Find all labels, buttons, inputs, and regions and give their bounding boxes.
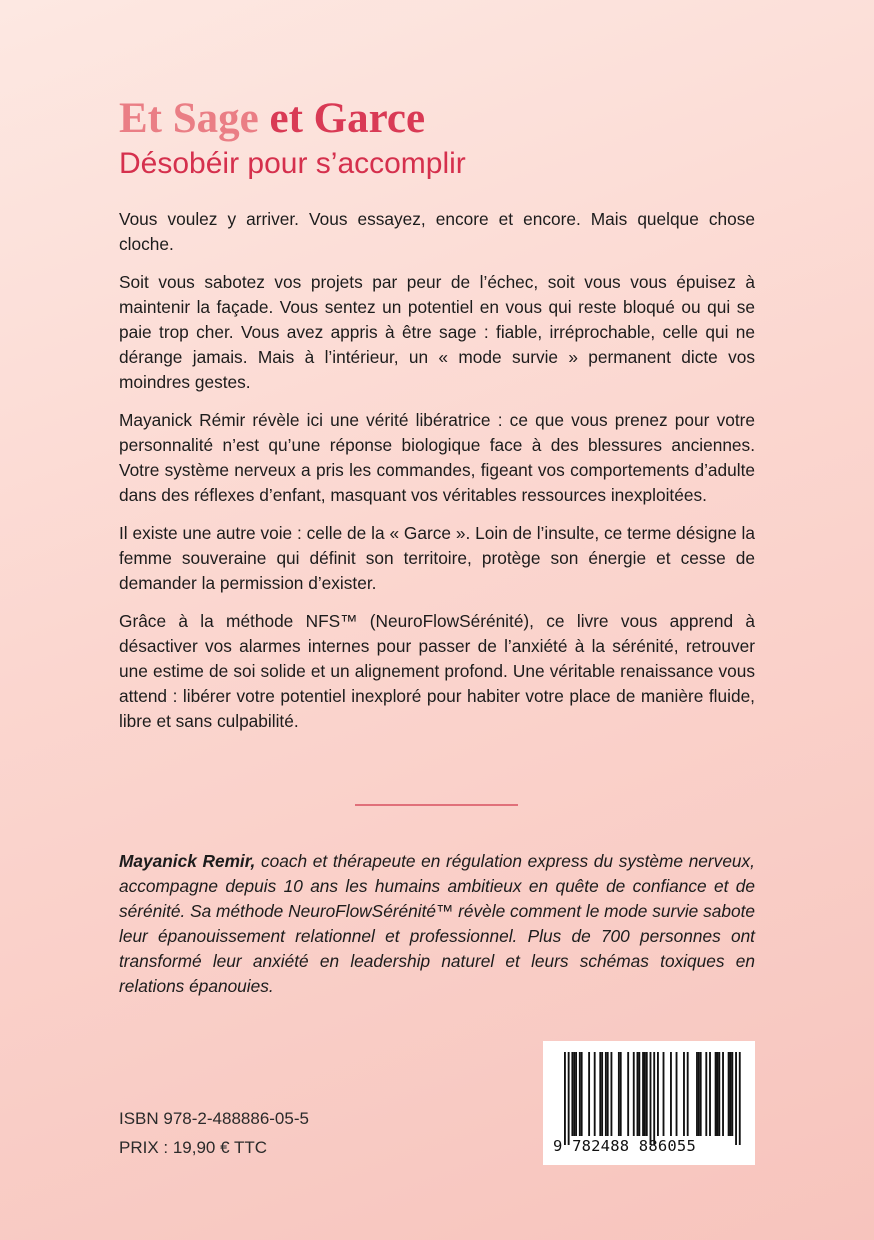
- barcode-bar: [728, 1052, 730, 1136]
- author-bio-text: coach et thérapeute en régulation express du système nerveux, accompagne depuis 10 ans les humains ambitieux en quête de confiance et de sérénité. Sa méthode NeuroFlowSérénité™ révèle comment le mode survie sabote leur épanouissement relationnel et professionnel. Plus de 700 personnes ont transformé leur anxiété en leadership naturel et leurs schémas toxiques en relations épanouies.: [119, 851, 755, 996]
- barcode-bar: [730, 1052, 732, 1136]
- barcode-bar: [731, 1052, 733, 1136]
- barcode-bar: [663, 1052, 665, 1136]
- barcode-bar: [594, 1052, 596, 1136]
- blurb-paragraph-1: Vous voulez y arriver. Vous essayez, encore et encore. Mais quelque chose cloche.: [119, 209, 755, 254]
- barcode-bar: [683, 1052, 685, 1136]
- barcode-bar: [646, 1052, 648, 1136]
- barcode-bar: [618, 1052, 620, 1136]
- barcode-bar: [676, 1052, 678, 1136]
- barcode-bar: [599, 1052, 601, 1136]
- barcode: [543, 1041, 755, 1165]
- barcode-bar: [653, 1052, 655, 1145]
- barcode-bar: [620, 1052, 622, 1136]
- barcode-bar: [739, 1052, 741, 1145]
- blurb-paragraph-2: Soit vous sabotez vos projets par peur de l’échec, soit vous vous épuisez à maintenir la façade. Vous sentez un potentiel en vous qui reste bloqué ou qui se paie trop cher. Vous avez appris à être sage : fiable, irréprochable, celle qui ne dérange jamais. Mais à l’intérieur, un « mode survie » permanent dicte vos moindres gestes.: [119, 272, 755, 392]
- title-part-sage: Et Sage: [119, 95, 259, 142]
- barcode-bar: [579, 1052, 581, 1136]
- barcode-bar: [605, 1052, 607, 1136]
- barcode-bar: [627, 1052, 629, 1136]
- blurb-paragraph-3: Mayanick Rémir révèle ici une vérité libératrice : ce que vous prenez pour votre personnalité n’est qu’une réponse biologique face à des blessures anciennes. Votre système nerveux a pris les commandes, figeant vos comportements d’adulte dans des réflexes d’enfant, masquant vos véritables ressources inexploitées.: [119, 410, 755, 505]
- price-label: PRIX : 19,90 € TTC: [119, 1138, 268, 1157]
- barcode-bar: [568, 1052, 570, 1145]
- blurb-paragraph-5: Grâce à la méthode NFS™ (NeuroFlowSérénité), ce livre vous apprend à désactiver vos alarmes internes pour passer de l’anxiété à la sérénité, retrouver une estime de soi solide et un alignement profond. Une véritable renaissance vous attend : libérer votre potentiel inexploré pour habiter votre place de manière fluide, libre et sans culpabilité.: [119, 611, 755, 731]
- barcode-bar: [644, 1052, 646, 1136]
- barcode-bar: [698, 1052, 700, 1136]
- barcode-bar: [650, 1052, 652, 1145]
- barcode-bar: [637, 1052, 639, 1136]
- barcode-bar: [588, 1052, 590, 1136]
- author-bio: [119, 849, 755, 999]
- back-cover-blurb: [119, 207, 755, 747]
- book-subtitle: Désobéir pour s’accomplir: [119, 147, 466, 180]
- barcode-bar: [735, 1052, 737, 1145]
- barcode-bar: [717, 1052, 719, 1136]
- barcode-bar: [601, 1052, 603, 1136]
- barcode-bar: [575, 1052, 577, 1136]
- barcode-bar: [715, 1052, 717, 1136]
- barcode-bar: [670, 1052, 672, 1136]
- barcode-bar: [700, 1052, 702, 1136]
- barcode-bar: [718, 1052, 720, 1136]
- barcode-bar: [696, 1052, 698, 1136]
- barcode-bar: [564, 1052, 566, 1145]
- barcode-bar: [705, 1052, 707, 1136]
- isbn-label: ISBN 978-2-488886-05-5: [119, 1109, 309, 1128]
- barcode-bar: [687, 1052, 689, 1136]
- barcode-bar: [709, 1052, 711, 1136]
- book-title: [119, 96, 425, 142]
- section-divider: [355, 804, 518, 806]
- barcode-bar: [571, 1052, 573, 1136]
- barcode-bar: [638, 1052, 640, 1136]
- barcode-bar: [642, 1052, 644, 1136]
- author-name: Mayanick Remir,: [119, 851, 256, 871]
- barcode-bar: [722, 1052, 724, 1136]
- barcode-bar: [611, 1052, 613, 1136]
- barcode-bar: [581, 1052, 583, 1136]
- barcode-bar: [607, 1052, 609, 1136]
- barcode-bar: [657, 1052, 659, 1136]
- title-part-garce: et Garce: [269, 95, 426, 142]
- barcode-digits: 9 782488 886055: [553, 1137, 696, 1155]
- barcode-bar: [633, 1052, 635, 1136]
- blurb-paragraph-4: Il existe une autre voie : celle de la « Garce ». Loin de l’insulte, ce terme désigne la femme souveraine qui définit son territoire, protège son énergie et cesse de demander la permission d’exister.: [119, 523, 755, 593]
- barcode-bar: [573, 1052, 575, 1136]
